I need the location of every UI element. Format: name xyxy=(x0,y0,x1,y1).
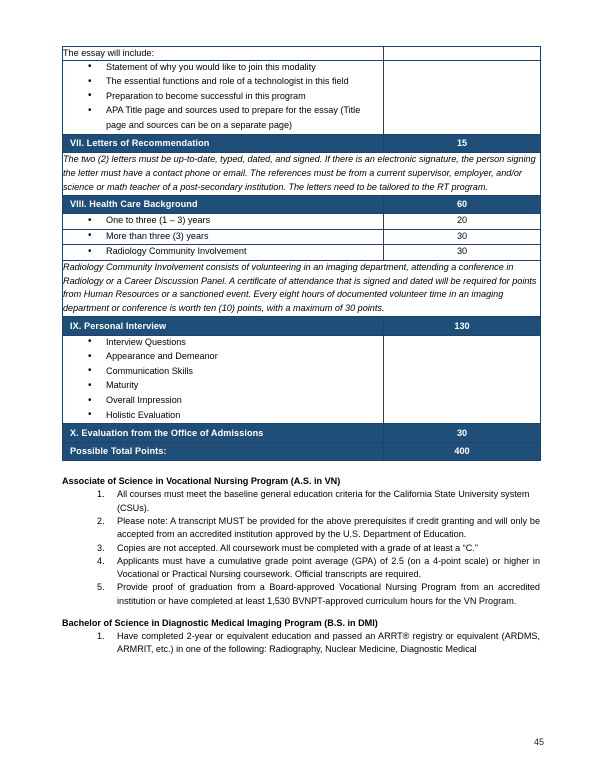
interview-bullet-text: Overall Impression xyxy=(106,395,182,405)
list-item xyxy=(63,350,383,363)
table-row-hcb-3 xyxy=(63,245,541,261)
program-section-dmi xyxy=(62,617,540,657)
section-viii-points: 60 xyxy=(456,199,468,209)
essay-bullet-list xyxy=(63,61,383,132)
list-item xyxy=(63,394,383,407)
list-item xyxy=(63,230,383,243)
requirement-text: All courses must meet the baseline general education criteria for the California State University system (CSUs). xyxy=(117,489,530,513)
table-row-essay-bullets xyxy=(63,60,541,134)
section-vii-points-cell xyxy=(384,134,541,153)
table-row-section-ix-bullets xyxy=(63,335,541,424)
table-row-section-x-header xyxy=(63,424,541,443)
list-item xyxy=(62,581,540,608)
table-row-essay-intro xyxy=(63,47,541,61)
hcb-row-2-label-cell xyxy=(63,229,384,245)
section-x-label-cell xyxy=(63,424,384,443)
hcb-row-3-label: Radiology Community Involvement xyxy=(106,246,247,257)
interview-bullet-text: Interview Questions xyxy=(106,336,186,347)
program-title-vn: Associate of Science in Vocational Nursing Program (A.S. in VN) xyxy=(62,476,341,487)
list-item xyxy=(63,61,383,74)
essay-bullet-text: APA Title page and sources used to prepare for the essay (Title xyxy=(106,105,361,116)
total-points: 400 xyxy=(454,446,470,457)
list-item-continuation xyxy=(63,119,383,132)
spacer xyxy=(62,461,540,475)
table-row-section-ix-header xyxy=(63,317,541,336)
section-vii-note-text: The two (2) letters must be up-to-date, typed, dated, and signed. If there is an electronic signature, the person signing the letter must have a contact phone or email. The references must be from a current supervisor, employer, and/or science or math teacher of a post-secondary institution. The letters need to be tailored to the RT program. xyxy=(63,154,536,192)
section-vii-label: VII. Letters of Recommendation xyxy=(70,138,210,149)
table-row-section-vii-note xyxy=(63,153,541,195)
program-section-vn xyxy=(62,475,540,608)
section-x-points-cell xyxy=(384,424,541,443)
list-item xyxy=(63,245,383,258)
requirement-text: Have completed 2-year or equivalent education and passed an ARRT® registry or equivalent (ARDMS, ARMRIT, etc.) in one of the following: Radiography, Nuclear Medicine, Diagnostic Medical xyxy=(117,631,540,655)
section-viii-note-text: Radiology Community Involvement consists of volunteering in an imaging department, attending a conference in Radiology or a Career Discussion Panel. A certificate of attendance that is signed and dated will be required for points from Human Resources or a sanctioned event. Every eight hours of documented volunteer time in an imaging department or conference is worth ten (10) points, with a maximum of 30 points. xyxy=(63,261,537,314)
list-item xyxy=(63,214,383,227)
table-row-section-viii-header xyxy=(63,195,541,214)
section-ix-label: IX. Personal Interview xyxy=(70,320,167,331)
interview-bullet-text: Holistic Evaluation xyxy=(106,409,181,420)
section-vii-note-cell xyxy=(63,153,541,195)
list-item xyxy=(63,379,383,392)
hcb-row-1-points: 20 xyxy=(456,215,468,226)
section-ix-bullets-points-cell xyxy=(384,335,541,424)
section-viii-label-cell xyxy=(63,195,384,214)
section-viii-label: VIII. Health Care Background xyxy=(70,199,198,209)
list-item xyxy=(63,336,383,349)
list-item xyxy=(62,630,540,657)
hcb-row-1-points-cell xyxy=(384,214,541,230)
section-viii-points-cell xyxy=(384,195,541,214)
list-item xyxy=(62,542,540,555)
essay-bullet-text: The essential functions and role of a technologist in this field xyxy=(106,76,349,87)
page-number: 45 xyxy=(533,737,544,747)
list-item xyxy=(63,75,383,88)
list-item xyxy=(62,515,540,542)
program-title-dmi: Bachelor of Science in Diagnostic Medical Imaging Program (B.S. in DMI) xyxy=(62,617,378,628)
essay-bullet-text: Statement of why you would like to join this modality xyxy=(106,61,316,72)
list-item xyxy=(63,409,383,422)
essay-bullet-text: page and sources can be on a separate page) xyxy=(106,119,293,130)
list-item xyxy=(62,555,540,582)
list-item xyxy=(63,365,383,378)
hcb-row-2-points: 30 xyxy=(456,230,468,241)
section-ix-bullets-cell xyxy=(63,335,384,424)
program-dmi-requirements-list xyxy=(62,630,540,657)
interview-bullet-text: Maturity xyxy=(106,380,139,391)
hcb-row-3-points: 30 xyxy=(456,246,468,257)
table-row-total xyxy=(63,442,541,461)
section-ix-points: 130 xyxy=(454,320,470,331)
total-label: Possible Total Points: xyxy=(70,446,167,457)
hcb-row-2-list xyxy=(63,230,383,243)
hcb-row-3-label-cell xyxy=(63,245,384,261)
list-item xyxy=(63,104,383,117)
section-x-points: 30 xyxy=(456,427,468,438)
section-ix-points-cell xyxy=(384,317,541,336)
essay-bullets-points-cell xyxy=(384,60,541,134)
table-row-section-viii-note xyxy=(63,260,541,316)
spacer xyxy=(62,608,540,617)
interview-bullet-text: Appearance and Demeanor xyxy=(106,351,218,362)
hcb-row-2-points-cell xyxy=(384,229,541,245)
section-viii-note-cell xyxy=(63,260,541,316)
essay-intro-text: The essay will include: xyxy=(63,48,154,58)
hcb-row-3-list xyxy=(63,245,383,258)
list-item xyxy=(62,488,540,515)
essay-intro-cell xyxy=(63,47,384,61)
total-points-cell xyxy=(384,442,541,461)
section-vii-label-cell xyxy=(63,134,384,153)
essay-intro-points-cell xyxy=(384,47,541,61)
hcb-row-1-label-cell xyxy=(63,214,384,230)
admission-scoring-table xyxy=(62,46,541,461)
program-vn-requirements-list xyxy=(62,488,540,607)
list-item xyxy=(63,90,383,103)
section-ix-label-cell xyxy=(63,317,384,336)
requirement-text: Please note: A transcript MUST be provided for the above prerequisites if credit granting and will only be accepted from an accredited institution approved by the U.S. Department of Education. xyxy=(117,515,540,540)
essay-bullets-cell xyxy=(63,60,384,134)
section-x-label: X. Evaluation from the Office of Admissions xyxy=(70,427,264,438)
total-label-cell xyxy=(63,442,384,461)
interview-bullet-text: Communication Skills xyxy=(106,365,193,376)
requirement-text: Applicants must have a cumulative grade point average (GPA) of 2.5 (on a 4-point scale) or higher in Vocational or Practical Nursing coursework. Official transcripts are required. xyxy=(117,555,540,580)
table-row-hcb-2 xyxy=(63,229,541,245)
requirement-text: Copies are not accepted. All coursework must be completed with a grade of at least a “C.” xyxy=(117,542,478,553)
requirement-text: Provide proof of graduation from a Board-approved Vocational Nursing Program from an accredited institution or have completed at least 1,530 BVNPT-approved curriculum hours for the VN Program. xyxy=(117,582,540,606)
hcb-row-2-label: More than three (3) years xyxy=(106,230,209,241)
table-row-hcb-1 xyxy=(63,214,541,230)
hcb-row-1-label: One to three (1 – 3) years xyxy=(106,215,211,226)
hcb-row-3-points-cell xyxy=(384,245,541,261)
table-row-section-vii-header xyxy=(63,134,541,153)
section-vii-points: 15 xyxy=(456,138,468,149)
interview-bullet-list xyxy=(63,336,383,422)
essay-bullet-text: Preparation to become successful in this program xyxy=(106,90,306,101)
hcb-row-1-list xyxy=(63,214,383,227)
